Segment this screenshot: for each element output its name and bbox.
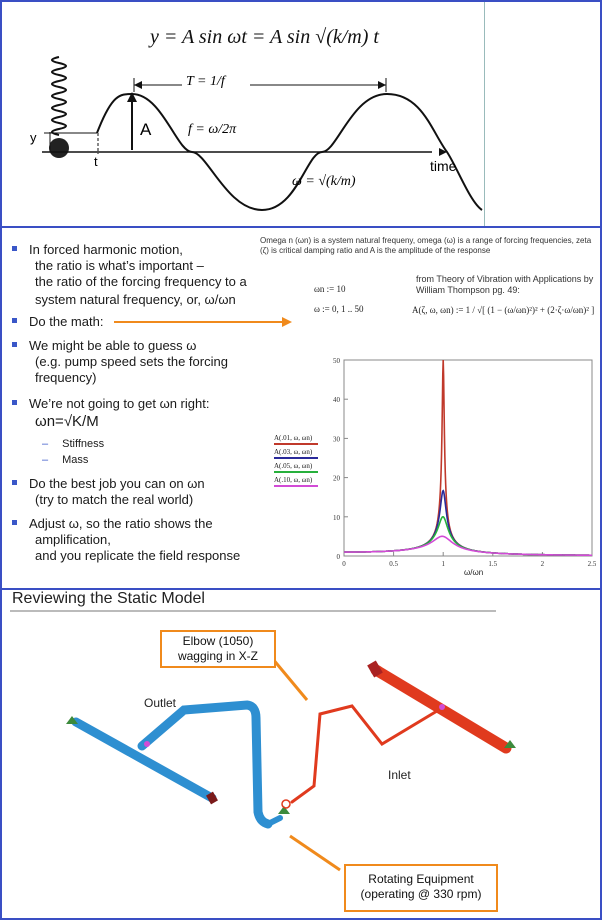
plot-area xyxy=(344,360,592,556)
legend-swatch xyxy=(274,443,318,445)
rotating-equipment-icon xyxy=(282,800,290,808)
omega-range-definition: ω := 0, 1 .. 50 xyxy=(314,304,364,314)
legend-swatch xyxy=(274,485,318,487)
y-tick-label: 0 xyxy=(336,553,340,561)
legend-label: A(.01, ω, ωn) xyxy=(274,434,313,442)
legend-label: A(.03, ω, ωn) xyxy=(274,448,313,456)
bullet-line: the ratio is what’s important – xyxy=(35,258,204,273)
reference-text: from Theory of Vibration with Applications by William Thompson pg. 49: xyxy=(416,274,594,295)
piping-model xyxy=(2,590,600,918)
legend-item xyxy=(274,434,334,445)
mass-ball xyxy=(49,138,69,158)
frequency-label: f = ω/2π xyxy=(188,122,237,137)
bullet-marker xyxy=(12,246,17,251)
bullet-marker xyxy=(12,520,17,525)
y-label: y xyxy=(30,130,37,145)
bullet-marker xyxy=(12,480,17,485)
omega-label: ω = √(k/m) xyxy=(292,174,356,189)
legend-label: A(.10, ω, ωn) xyxy=(274,476,313,484)
bullet-line: (try to match the real world) xyxy=(35,492,194,507)
bullet-line: the ratio of the forcing frequency to a xyxy=(35,274,247,289)
period-label: T = 1/f xyxy=(186,74,225,89)
sub-item-stiffness: – Stiffness xyxy=(42,438,105,450)
legend-swatch xyxy=(274,457,318,459)
legend-swatch xyxy=(274,471,318,473)
x-tick-label: 1.5 xyxy=(488,560,498,568)
support-icon xyxy=(66,716,516,814)
legend-item xyxy=(274,448,334,459)
x-tick-label: 0.5 xyxy=(389,560,398,568)
t-label: t xyxy=(94,154,98,169)
spring-coil xyxy=(52,57,66,135)
legend-label: A(.05, ω, ωn) xyxy=(274,462,313,470)
chart-legend xyxy=(274,434,334,490)
amplitude-chart xyxy=(314,356,596,578)
legend-item xyxy=(274,476,334,487)
sub-item-mass: – Mass xyxy=(42,454,89,466)
bullet-marker xyxy=(12,342,17,347)
bullet-guess-omega: We might be able to guess ω xyxy=(12,338,196,354)
bullet-line: and you replicate the field response xyxy=(35,548,241,563)
chart-xlabel: ω/ωn xyxy=(464,568,484,577)
bullet-line: system natural frequency, or, ω/ωn xyxy=(35,292,236,307)
elbow-callout: Elbow (1050) wagging in X-Z xyxy=(160,630,276,668)
omega-n-formula: ωn=√K/M xyxy=(35,413,99,430)
bullet-marker xyxy=(12,318,17,323)
y-tick-label: 50 xyxy=(333,357,340,365)
x-tick-label: 0 xyxy=(342,560,346,568)
amplitude-formula: A(ζ, ω, ωn) := 1 / √[ (1 − (ω/ωn)²)² + (2·ζ·ω/ωn)² ] xyxy=(412,305,595,315)
x-tick-label: 2 xyxy=(540,560,545,568)
forced-motion-panel xyxy=(0,226,602,590)
static-model-panel xyxy=(0,588,602,920)
rotating-equipment-callout: Rotating Equipment (operating @ 330 rpm) xyxy=(344,864,498,912)
bullet-marker xyxy=(12,400,17,405)
outlet-pipe xyxy=(76,705,280,824)
x-tick-label: 1 xyxy=(441,560,445,568)
y-tick-label: 30 xyxy=(333,435,340,444)
bullet-line: frequency) xyxy=(35,370,97,385)
inlet-pipe xyxy=(292,670,506,802)
bullet-forced-motion: In forced harmonic motion, xyxy=(12,242,183,258)
displacement-equation: y = A sin ωt = A sin √(k/m) t xyxy=(150,26,379,48)
outlet-label: Outlet xyxy=(144,696,177,710)
bullet-natural-freq: We’re not going to get ωn right: xyxy=(12,396,209,412)
legend-item xyxy=(274,462,334,473)
bullet-best-job: Do the best job you can on ωn xyxy=(12,476,205,492)
section-title: Reviewing the Static Model xyxy=(12,590,205,607)
omega-n-definition: ωn := 10 xyxy=(314,284,346,294)
panel1-divider xyxy=(484,2,485,226)
amplitude-label: A xyxy=(140,120,152,139)
y-tick-label: 20 xyxy=(333,474,340,483)
bullet-do-the-math: Do the math: xyxy=(12,314,103,330)
bullet-adjust-omega: Adjust ω, so the ratio shows the xyxy=(12,516,213,532)
x-tick-label: 2.5 xyxy=(587,560,596,568)
sine-diagram xyxy=(2,2,600,226)
y-tick-label: 40 xyxy=(333,396,340,405)
definition-text: Omega n (ωn) is a system natural frequeny, omega (ω) is a range of forcing frequencies, zeta (ζ) is critical damping ratio and A is the amplitude of the response xyxy=(260,236,592,255)
sine-wave-panel xyxy=(0,0,602,228)
time-label: time xyxy=(430,158,457,174)
bullet-line: (e.g. pump speed sets the forcing xyxy=(35,354,228,369)
y-tick-label: 10 xyxy=(333,513,340,522)
arrow-to-math xyxy=(114,315,294,329)
bullet-line: amplification, xyxy=(35,532,111,547)
inlet-label: Inlet xyxy=(388,768,411,782)
